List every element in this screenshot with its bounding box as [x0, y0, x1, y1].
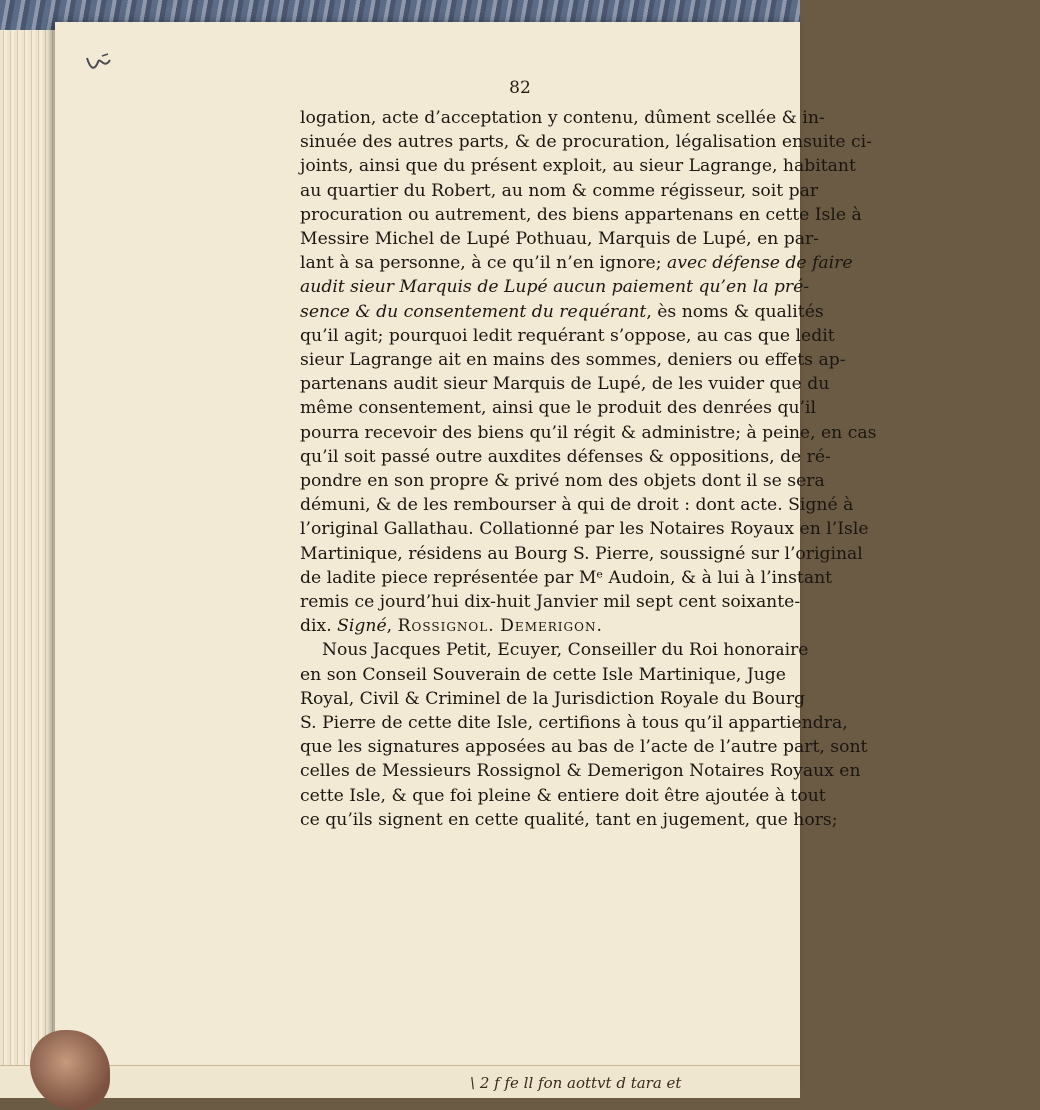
text-segment: partenans audit sieur Marquis de Lupé, de les vuider que du: [300, 374, 830, 395]
body-text: [300, 106, 877, 832]
text-line: [300, 590, 801, 614]
text-segment: qu’il soit passé outre auxdites défenses & oppositions, de ré-: [300, 446, 831, 467]
text-line: [300, 275, 810, 299]
text-line: [300, 154, 856, 178]
text-line: [300, 179, 819, 203]
text-segment: remis ce jourd’hui dix-huit Janvier mil sept cent soixante-: [300, 592, 801, 613]
text-line: [300, 614, 765, 638]
text-segment: pondre en son propre & privé nom des objets dont il se sera: [300, 471, 825, 492]
text-segment: pourra recevoir des biens qu’il régit & administre; à peine, en cas: [300, 422, 877, 443]
text-segment: Signé: [337, 616, 387, 637]
text-line: [300, 493, 854, 517]
text-segment: Royal, Civil & Criminel de la Jurisdiction Royale du Bourg: [300, 688, 806, 709]
text-segment: procuration ou autrement, des biens appartenans en cette Isle à: [300, 204, 862, 225]
text-segment: au quartier du Robert, au nom & comme régisseur, soit par: [300, 180, 819, 201]
text-segment: audit sieur Marquis de Lupé aucun paiement qu’en la pré-: [300, 277, 810, 298]
text-segment: Demerigon.: [500, 616, 603, 637]
text-line: [300, 711, 848, 735]
text-line: [300, 130, 872, 154]
text-segment: Nous Jacques Petit, Ecuyer, Conseiller du Roi honoraire: [322, 640, 809, 661]
text-line: [300, 445, 831, 469]
text-line: [300, 808, 838, 832]
text-segment: que les signatures apposées au bas de l’acte de l’autre part, sont: [300, 737, 868, 758]
text-segment: lant à sa personne, à ce qu’il n’en ignore;: [300, 253, 667, 274]
text-line: [300, 735, 868, 759]
text-line: [300, 396, 816, 420]
text-segment: joints, ainsi que du présent exploit, au sieur Lagrange, habitant: [300, 156, 856, 177]
text-segment: en son Conseil Souverain de cette Isle Martinique, Juge: [300, 664, 786, 685]
text-segment: sinuée des autres parts, & de procuration, légalisation ensuite ci-: [300, 132, 872, 153]
text-segment: Rossignol.: [397, 616, 495, 637]
text-line: [300, 372, 830, 396]
text-line: [300, 469, 825, 493]
text-line: [300, 421, 877, 445]
text-line: [300, 638, 809, 662]
text-segment: , ès noms & qualités: [646, 301, 824, 322]
text-segment: S. Pierre de cette dite Isle, certifions à tous qu’il appartiendra,: [300, 713, 848, 734]
text-line: [300, 227, 820, 251]
page-number: 82: [509, 78, 531, 98]
text-segment: Martinique, résidens au Bourg S. Pierre, soussigné sur l’original: [300, 543, 863, 564]
text-segment: Messire Michel de Lupé Pothuau, Marquis de Lupé, en par-: [300, 229, 820, 250]
thumb: [30, 1030, 110, 1110]
text-segment: avec défense de faire: [666, 253, 853, 274]
text-line: [300, 542, 863, 566]
text-segment: cette Isle, & que foi pleine & entiere doit être ajoutée à tout: [300, 785, 826, 806]
text-segment: ce qu’ils signent en cette qualité, tant en jugement, que hors;: [300, 809, 838, 830]
text-segment: dix.: [300, 616, 338, 637]
text-segment: sence & du consentement du requérant: [300, 301, 647, 322]
handwritten-scrawl: \ 2 f fe ll fon aottvt d tara et: [470, 1074, 682, 1092]
text-line: [300, 324, 835, 348]
text-line: [300, 203, 862, 227]
text-segment: celles de Messieurs Rossignol & Demerigon Notaires Royaux en: [300, 761, 861, 782]
text-segment: démuni, & de les rembourser à qui de droit : dont acte. Signé à: [300, 495, 854, 516]
ink-mark-icon: [84, 50, 114, 80]
text-line: [300, 517, 869, 541]
text-segment: de ladite piece représentée par Mᵉ Audoin, & à lui à l’instant: [300, 567, 833, 588]
text-line: [300, 759, 861, 783]
text-line: [300, 784, 826, 808]
text-line: [300, 348, 846, 372]
text-segment: l’original Gallathau. Collationné par les Notaires Royaux en l’Isle: [300, 519, 869, 540]
text-segment: logation, acte d’acceptation y contenu, dûment scellée & in-: [300, 108, 825, 128]
text-line: [300, 251, 853, 275]
text-segment: ,: [386, 616, 398, 637]
text-line: [300, 566, 833, 590]
text-segment: sieur Lagrange ait en mains des sommes, deniers ou effets ap-: [300, 350, 846, 371]
text-segment: qu’il agit; pourquoi ledit requérant s’oppose, au cas que ledit: [300, 325, 835, 346]
text-line: [300, 300, 824, 324]
text-segment: même consentement, ainsi que le produit des denrées qu’il: [300, 398, 816, 419]
text-line: [300, 106, 825, 130]
text-line: [300, 687, 806, 711]
text-line: [300, 663, 786, 687]
